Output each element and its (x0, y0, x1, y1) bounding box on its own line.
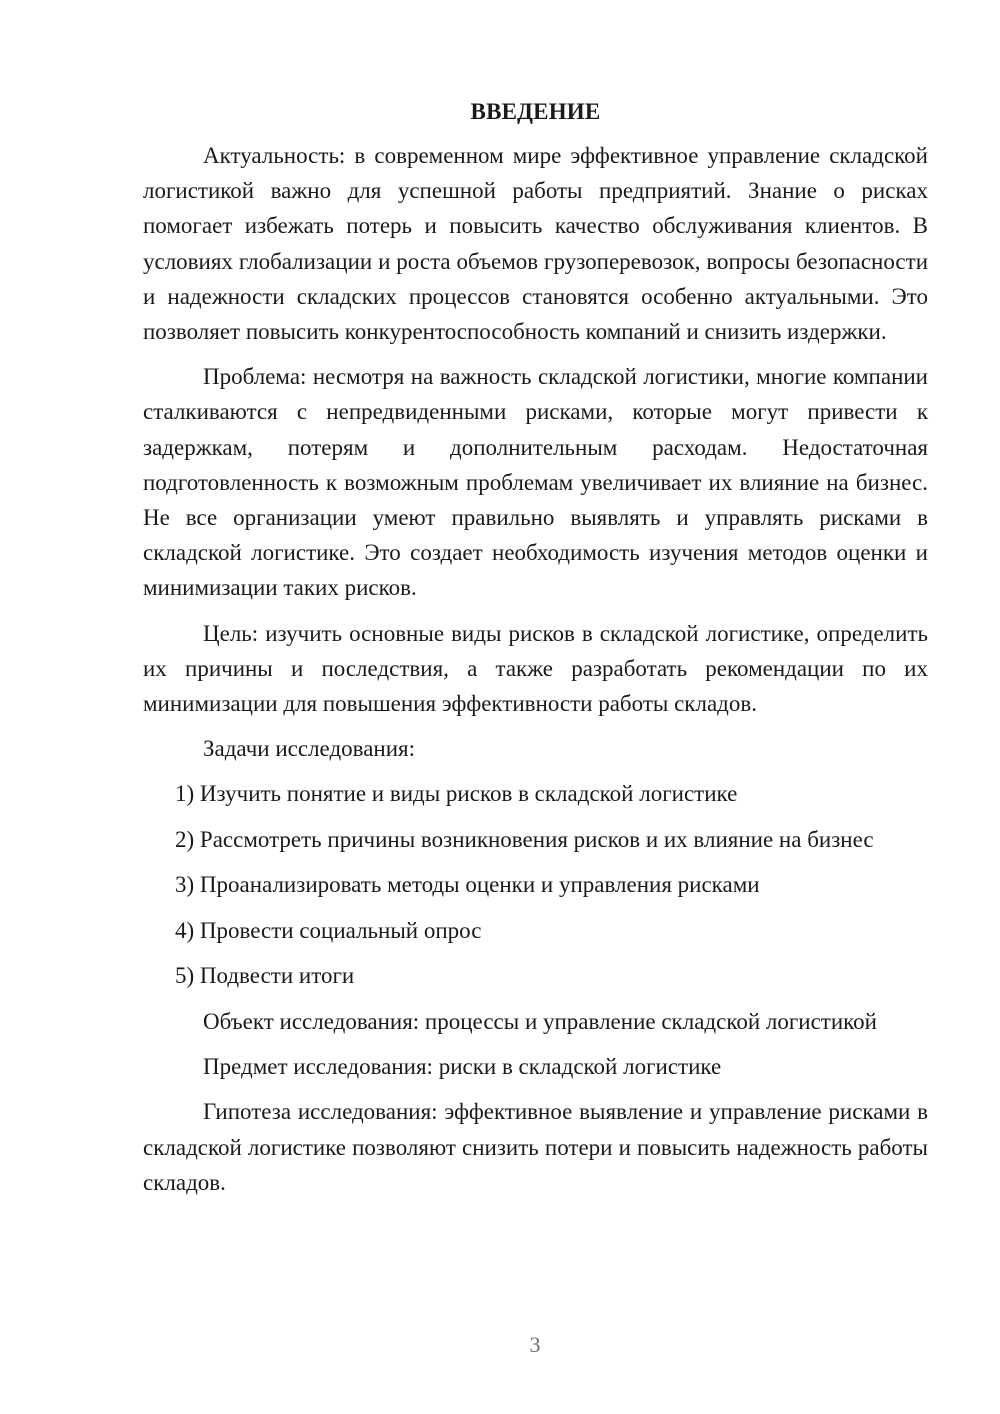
tasks-heading: Задачи исследования: (203, 736, 416, 762)
task-item: 3) Проанализировать методы оценки и управления рисками (175, 872, 760, 898)
page-number: 3 (529, 1332, 541, 1357)
tasks-list (143, 776, 928, 994)
task-item: 2) Рассмотреть причины возникновения рисков и их влияние на бизнес (175, 826, 874, 852)
relevance-paragraph: Актуальность: в современном мире эффективное управление складской логистикой важно для успешной работы предприятий. Знание о рисках помогает избежать потерь и повысить качество обслуживания клиентов. В условиях глобализации и роста объемов грузоперевозок, вопросы безопасности и надежности складских процессов становятся особенно актуальными. Это позволяет повысить конкурентоспособность компаний и снизить издержки. (143, 143, 928, 345)
hypothesis-paragraph: Гипотеза исследования: эффективное выявление и управление рисками в складской логистике позволяют снизить потери и повысить надежность работы складов. (143, 1099, 928, 1195)
object-paragraph: Объект исследования: процессы и управление складской логистикой (203, 1008, 877, 1034)
task-item: 4) Провести социальный опрос (175, 917, 482, 943)
goal-paragraph: Цель: изучить основные виды рисков в складской логистике, определить их причины и последствия, а также разработать рекомендации по их минимизации для повышения эффективности работы складов. (143, 620, 928, 717)
section-title: ВВЕДЕНИЕ (470, 99, 601, 124)
subject-paragraph: Предмет исследования: риски в складской логистике (203, 1054, 722, 1080)
task-item: 1) Изучить понятие и виды рисков в складской логистике (175, 781, 738, 807)
problem-paragraph: Проблема: несмотря на важность складской логистики, многие компании сталкиваются с непредвиденными рисками, которые могут привести к задержкам, потерям и дополнительным расходам. Недостаточная подготовленность к возможным проблемам увеличивает их влияние на бизнес. Не все организации умеют правильно выявлять и управлять рисками в складской логистике. Это создает необходимость изучения методов оценки и минимизации таких рисков. (143, 364, 928, 601)
task-item: 5) Подвести итоги (175, 963, 355, 989)
page-content (143, 94, 928, 1210)
